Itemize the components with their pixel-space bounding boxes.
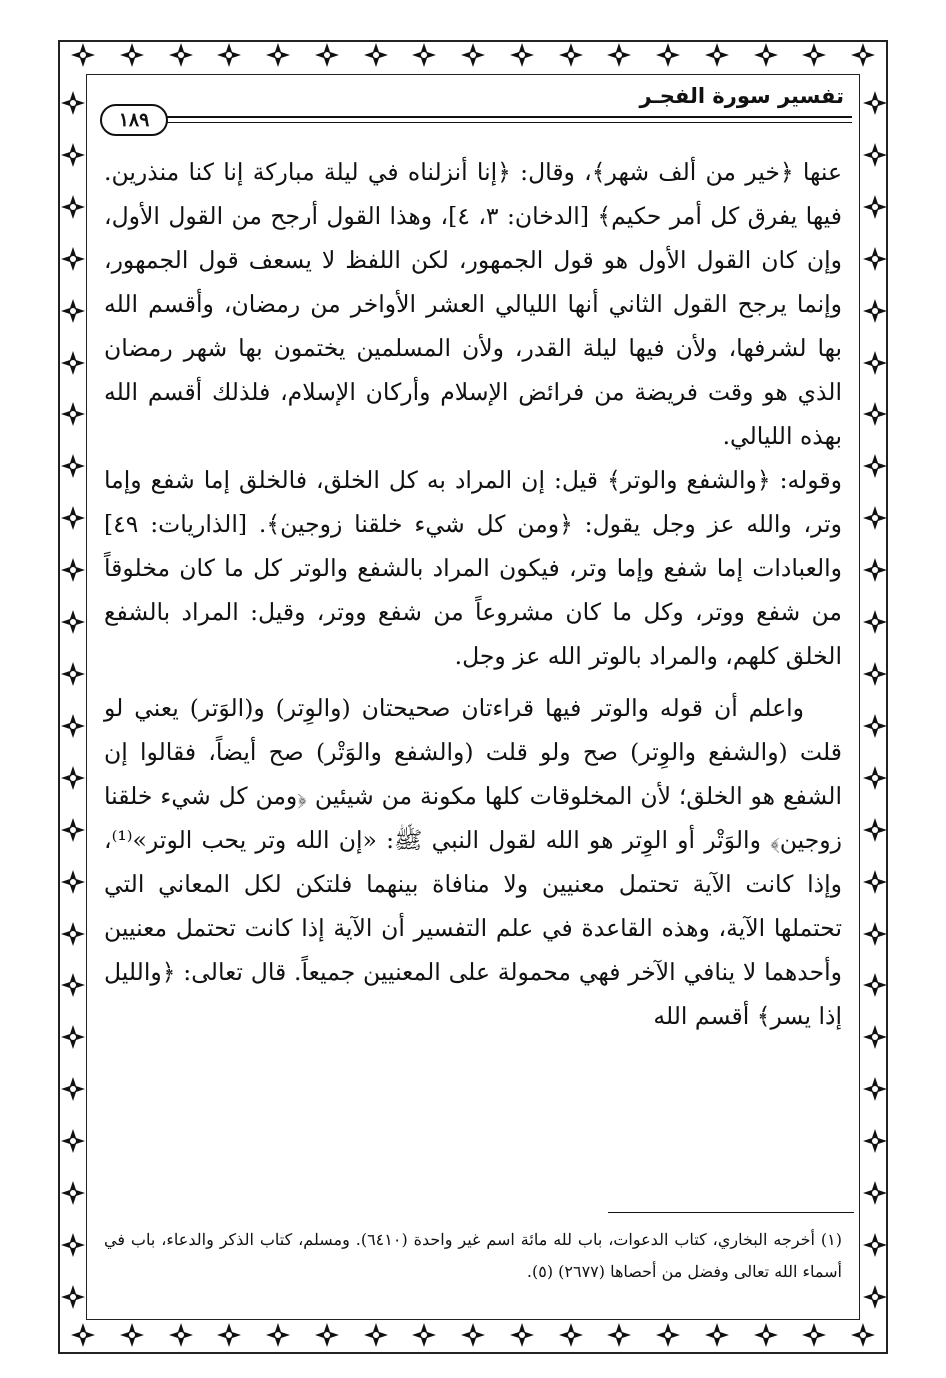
ornament-icon — [60, 1128, 86, 1154]
ornament-icon — [862, 1232, 888, 1258]
ornament-icon — [862, 817, 888, 843]
ornament-icon — [60, 1180, 86, 1206]
paragraph: عنها ﴿خير من ألف شهر﴾، وقال: ﴿إنا أنزلناه في ليلة مباركة إنا كنا منذرين. فيها يفرق كل أمر حكيم﴾ [الدخان: ٣، ٤]، وهذا القول أرجح من القول الأول، وإن كان القول الأول هو قول الجمهور، لكن اللفظ لا يسعف قول الجمهور، وإنما يرجح القول الثاني أنها الليالي العشر الأواخر من رمضان، وأقسم الله بها لشرفها، ولأن فيها ليلة القدر، ولأن المسلمين يختمون بها شهر رمضان الذي هو وقت فريضة من فرائض الإسلام وأركان الإسلام، فلذلك أقسم الله بهذه الليالي. — [104, 158, 842, 450]
ornament-icon — [753, 1322, 779, 1348]
page-number: ١٨٩ — [100, 104, 168, 136]
ornament-icon — [70, 42, 96, 68]
ornament-icon — [60, 1284, 86, 1310]
ornament-icon — [216, 42, 242, 68]
ornament-icon — [862, 1024, 888, 1050]
ornament-icon — [862, 661, 888, 687]
ornament-icon — [862, 401, 888, 427]
ornament-icon — [168, 42, 194, 68]
ornament-icon — [753, 42, 779, 68]
ornament-icon — [60, 90, 86, 116]
ornament-icon — [862, 1076, 888, 1102]
header-rule-thin — [160, 122, 852, 123]
header-rule — [160, 116, 852, 118]
ornament-icon — [862, 713, 888, 739]
ornament-icon — [606, 1322, 632, 1348]
ornament-icon — [862, 609, 888, 635]
ornament-icon — [411, 1322, 437, 1348]
ornament-icon — [216, 1322, 242, 1348]
ornament-icon — [411, 42, 437, 68]
running-title: تفسير سورة الفجـر — [639, 84, 844, 108]
ornament-icon — [862, 505, 888, 531]
ornament-icon — [60, 713, 86, 739]
ornament-icon — [862, 1284, 888, 1310]
right-ornament-border — [862, 90, 888, 1310]
ornament-icon — [60, 453, 86, 479]
ornament-icon — [862, 869, 888, 895]
footnotes — [104, 1224, 842, 1288]
ornament-icon — [862, 246, 888, 272]
footnote-separator — [608, 1212, 854, 1213]
ornament-icon — [60, 609, 86, 635]
ornament-icon — [60, 765, 86, 791]
ornament-icon — [314, 42, 340, 68]
ornament-icon — [60, 505, 86, 531]
ornament-icon — [60, 557, 86, 583]
ornament-icon — [655, 1322, 681, 1348]
paragraph: وقوله: ﴿والشفع والوتر﴾ قيل: إن المراد به كل الخلق، فالخلق إما شفع وإما وتر، والله عز وجل يقول: ﴿ومن كل شيء خلقنا زوجين﴾. [الذاريات: ٤٩] والعبادات إما شفع وإما وتر، فيكون المراد بالشفع والوتر كل ما كان مخلوقاً من شفع ووتر، وكل ما كان مشروعاً من شفع ووتر، وقيل: المراد بالشفع الخلق كلهم، والمراد بالوتر الله عز وجل. — [104, 466, 842, 670]
ornament-icon — [801, 1322, 827, 1348]
ornament-icon — [862, 765, 888, 791]
ornament-icon — [363, 1322, 389, 1348]
ornament-icon — [850, 1322, 876, 1348]
ornament-icon — [801, 42, 827, 68]
ornament-icon — [265, 1322, 291, 1348]
ornament-icon — [704, 1322, 730, 1348]
ornament-icon — [60, 1024, 86, 1050]
ornament-icon — [862, 298, 888, 324]
ornament-icon — [60, 350, 86, 376]
ornament-icon — [862, 557, 888, 583]
ornament-icon — [606, 42, 632, 68]
ornament-icon — [60, 661, 86, 687]
ornament-icon — [60, 401, 86, 427]
bottom-ornament-border — [70, 1322, 876, 1352]
ornament-icon — [862, 350, 888, 376]
footnote: (١) أخرجه البخاري، كتاب الدعوات، باب لله مائة اسم غير واحدة (٦٤١٠). ومسلم، كتاب الذكر والدعاء، باب في أسماء الله تعالى وفضل من أحصاها (٢٦٧٧) (٥). — [104, 1230, 842, 1281]
ornament-icon — [862, 194, 888, 220]
ornament-icon — [862, 453, 888, 479]
ornament-icon — [168, 1322, 194, 1348]
ornament-icon — [60, 1076, 86, 1102]
ornament-icon — [60, 1232, 86, 1258]
ornament-icon — [655, 42, 681, 68]
ornament-icon — [509, 42, 535, 68]
ornament-icon — [363, 42, 389, 68]
ornament-icon — [119, 42, 145, 68]
ornament-icon — [60, 869, 86, 895]
ornament-icon — [509, 1322, 535, 1348]
ornament-icon — [60, 972, 86, 998]
ornament-icon — [460, 42, 486, 68]
ornament-icon — [60, 142, 86, 168]
paragraph: واعلم أن قوله والوتر فيها قراءتان صحيحتان (والوِتر) و(الوَتر) يعني لو قلت (والشفع والوِتر) صح ولو قلت (والشفع والوَتْر) صح أيضاً، فقالوا إن الشفع هو الخلق؛ لأن المخلوقات كلها مكونة من شيئين ﴿ومن كل شيء خلقنا زوجين﴾ والوَتْر أو الوِتر هو الله لقول النبي ﷺ: «إن الله وتر يحب الوتر»⁽¹⁾، وإذا كانت الآية تحتمل معنيين ولا منافاة بينهما فلتكن لكل المعاني التي تحتملها الآية، وهذه القاعدة في علم التفسير أن الآية إذا كانت تحتمل معنيين وأحدهما لا ينافي الآخر فهي محمولة على المعنيين جميعاً. قال تعالى: ﴿والليل إذا يسر﴾ أقسم الله — [104, 694, 842, 1030]
ornament-icon — [850, 42, 876, 68]
ornament-icon — [862, 921, 888, 947]
ornament-icon — [862, 972, 888, 998]
ornament-icon — [60, 817, 86, 843]
ornament-icon — [460, 1322, 486, 1348]
ornament-icon — [60, 921, 86, 947]
ornament-icon — [119, 1322, 145, 1348]
main-text — [104, 150, 842, 1038]
ornament-icon — [70, 1322, 96, 1348]
ornament-icon — [704, 42, 730, 68]
ornament-icon — [60, 298, 86, 324]
ornament-icon — [558, 42, 584, 68]
ornament-icon — [862, 1128, 888, 1154]
ornament-icon — [314, 1322, 340, 1348]
ornament-icon — [558, 1322, 584, 1348]
left-ornament-border — [60, 90, 86, 1310]
ornament-icon — [862, 90, 888, 116]
top-ornament-border — [70, 42, 876, 72]
ornament-icon — [862, 142, 888, 168]
ornament-icon — [60, 194, 86, 220]
page-header — [100, 80, 852, 130]
ornament-icon — [265, 42, 291, 68]
ornament-icon — [862, 1180, 888, 1206]
ornament-icon — [60, 246, 86, 272]
